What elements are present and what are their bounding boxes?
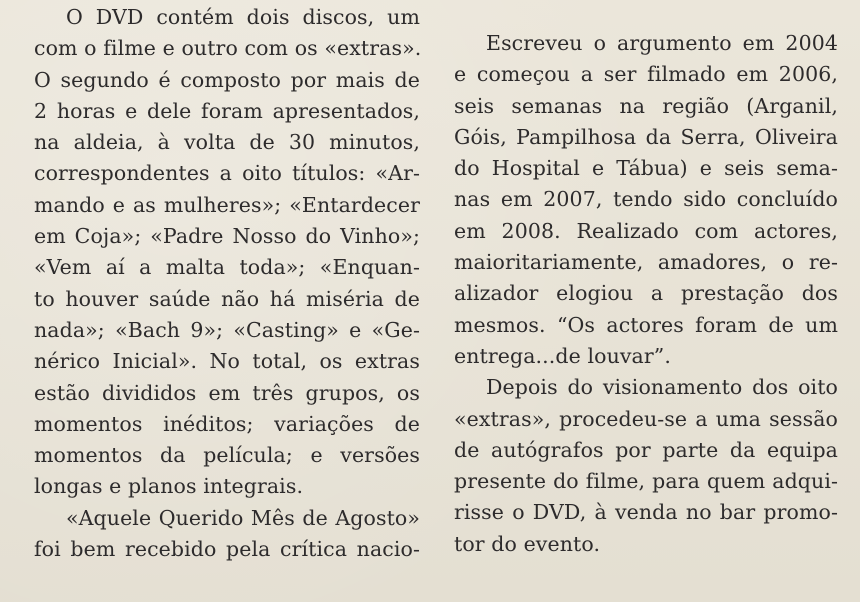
right-text-column — [454, 28, 838, 560]
text-line: momentos da película; e versões — [34, 443, 420, 468]
text-line: O DVD contém dois discos, um — [66, 5, 420, 29]
text-line: «Vem aí a malta toda»; «Enquan- — [34, 255, 420, 280]
text-line: alizador elogiou a prestação dos — [454, 281, 838, 306]
text-line: Góis, Pampilhosa da Serra, Oliveira — [454, 124, 838, 149]
text-line: Depois do visionamento dos oito — [486, 375, 838, 400]
text-line: momentos inéditos; variações de — [34, 411, 420, 436]
text-line: longas e planos integrais. — [34, 474, 304, 499]
text-line: mando e as mulheres»; «Entardecer — [34, 192, 420, 217]
text-line: to houver saúde não há miséria de — [34, 286, 420, 311]
text-line: risse o DVD, à venda no bar promo- — [454, 500, 838, 525]
text-line: nérico Inicial». No total, os extras — [34, 349, 420, 374]
text-line: maioritariamente, amadores, o re- — [454, 250, 838, 275]
text-line: tor do evento. — [454, 531, 601, 556]
text-line: foi bem recebido pela crítica nacio- — [34, 537, 420, 562]
text-line: Escreveu o argumento em 2004 — [486, 31, 838, 55]
text-line: de autógrafos por parte da equipa — [454, 437, 838, 462]
text-line: e começou a ser filmado em 2006, — [454, 62, 838, 87]
text-line: 2 horas e dele foram apresentados, — [34, 98, 420, 123]
text-line: do Hospital e Tábua) e seis sema- — [454, 156, 838, 181]
text-line: na aldeia, à volta de 30 minutos, — [34, 130, 420, 155]
text-line: «Aquele Querido Mês de Agosto» — [66, 505, 420, 530]
text-line: «extras», procedeu-se a uma sessão — [454, 406, 838, 431]
text-line: presente do filme, para quem adqui- — [454, 469, 838, 494]
text-line: seis semanas na região (Arganil, — [454, 93, 838, 118]
text-line: mesmos. “Os actores foram de um — [454, 312, 838, 337]
text-line: nas em 2007, tendo sido concluído — [454, 187, 838, 212]
text-line: entrega...de louvar”. — [454, 343, 671, 368]
text-line: com o filme e outro com os «extras». — [34, 36, 422, 61]
text-line: em Coja»; «Padre Nosso do Vinho»; — [34, 224, 420, 249]
text-line: nada»; «Bach 9»; «Casting» e «Ge- — [34, 317, 420, 342]
text-line: estão divididos em três grupos, os — [34, 380, 420, 405]
text-line: O segundo é composto por mais de — [34, 67, 420, 92]
text-line: em 2008. Realizado com actores, — [454, 218, 838, 243]
text-line: correspondentes a oito títulos: «Ar- — [34, 161, 420, 186]
left-text-column — [34, 2, 420, 565]
